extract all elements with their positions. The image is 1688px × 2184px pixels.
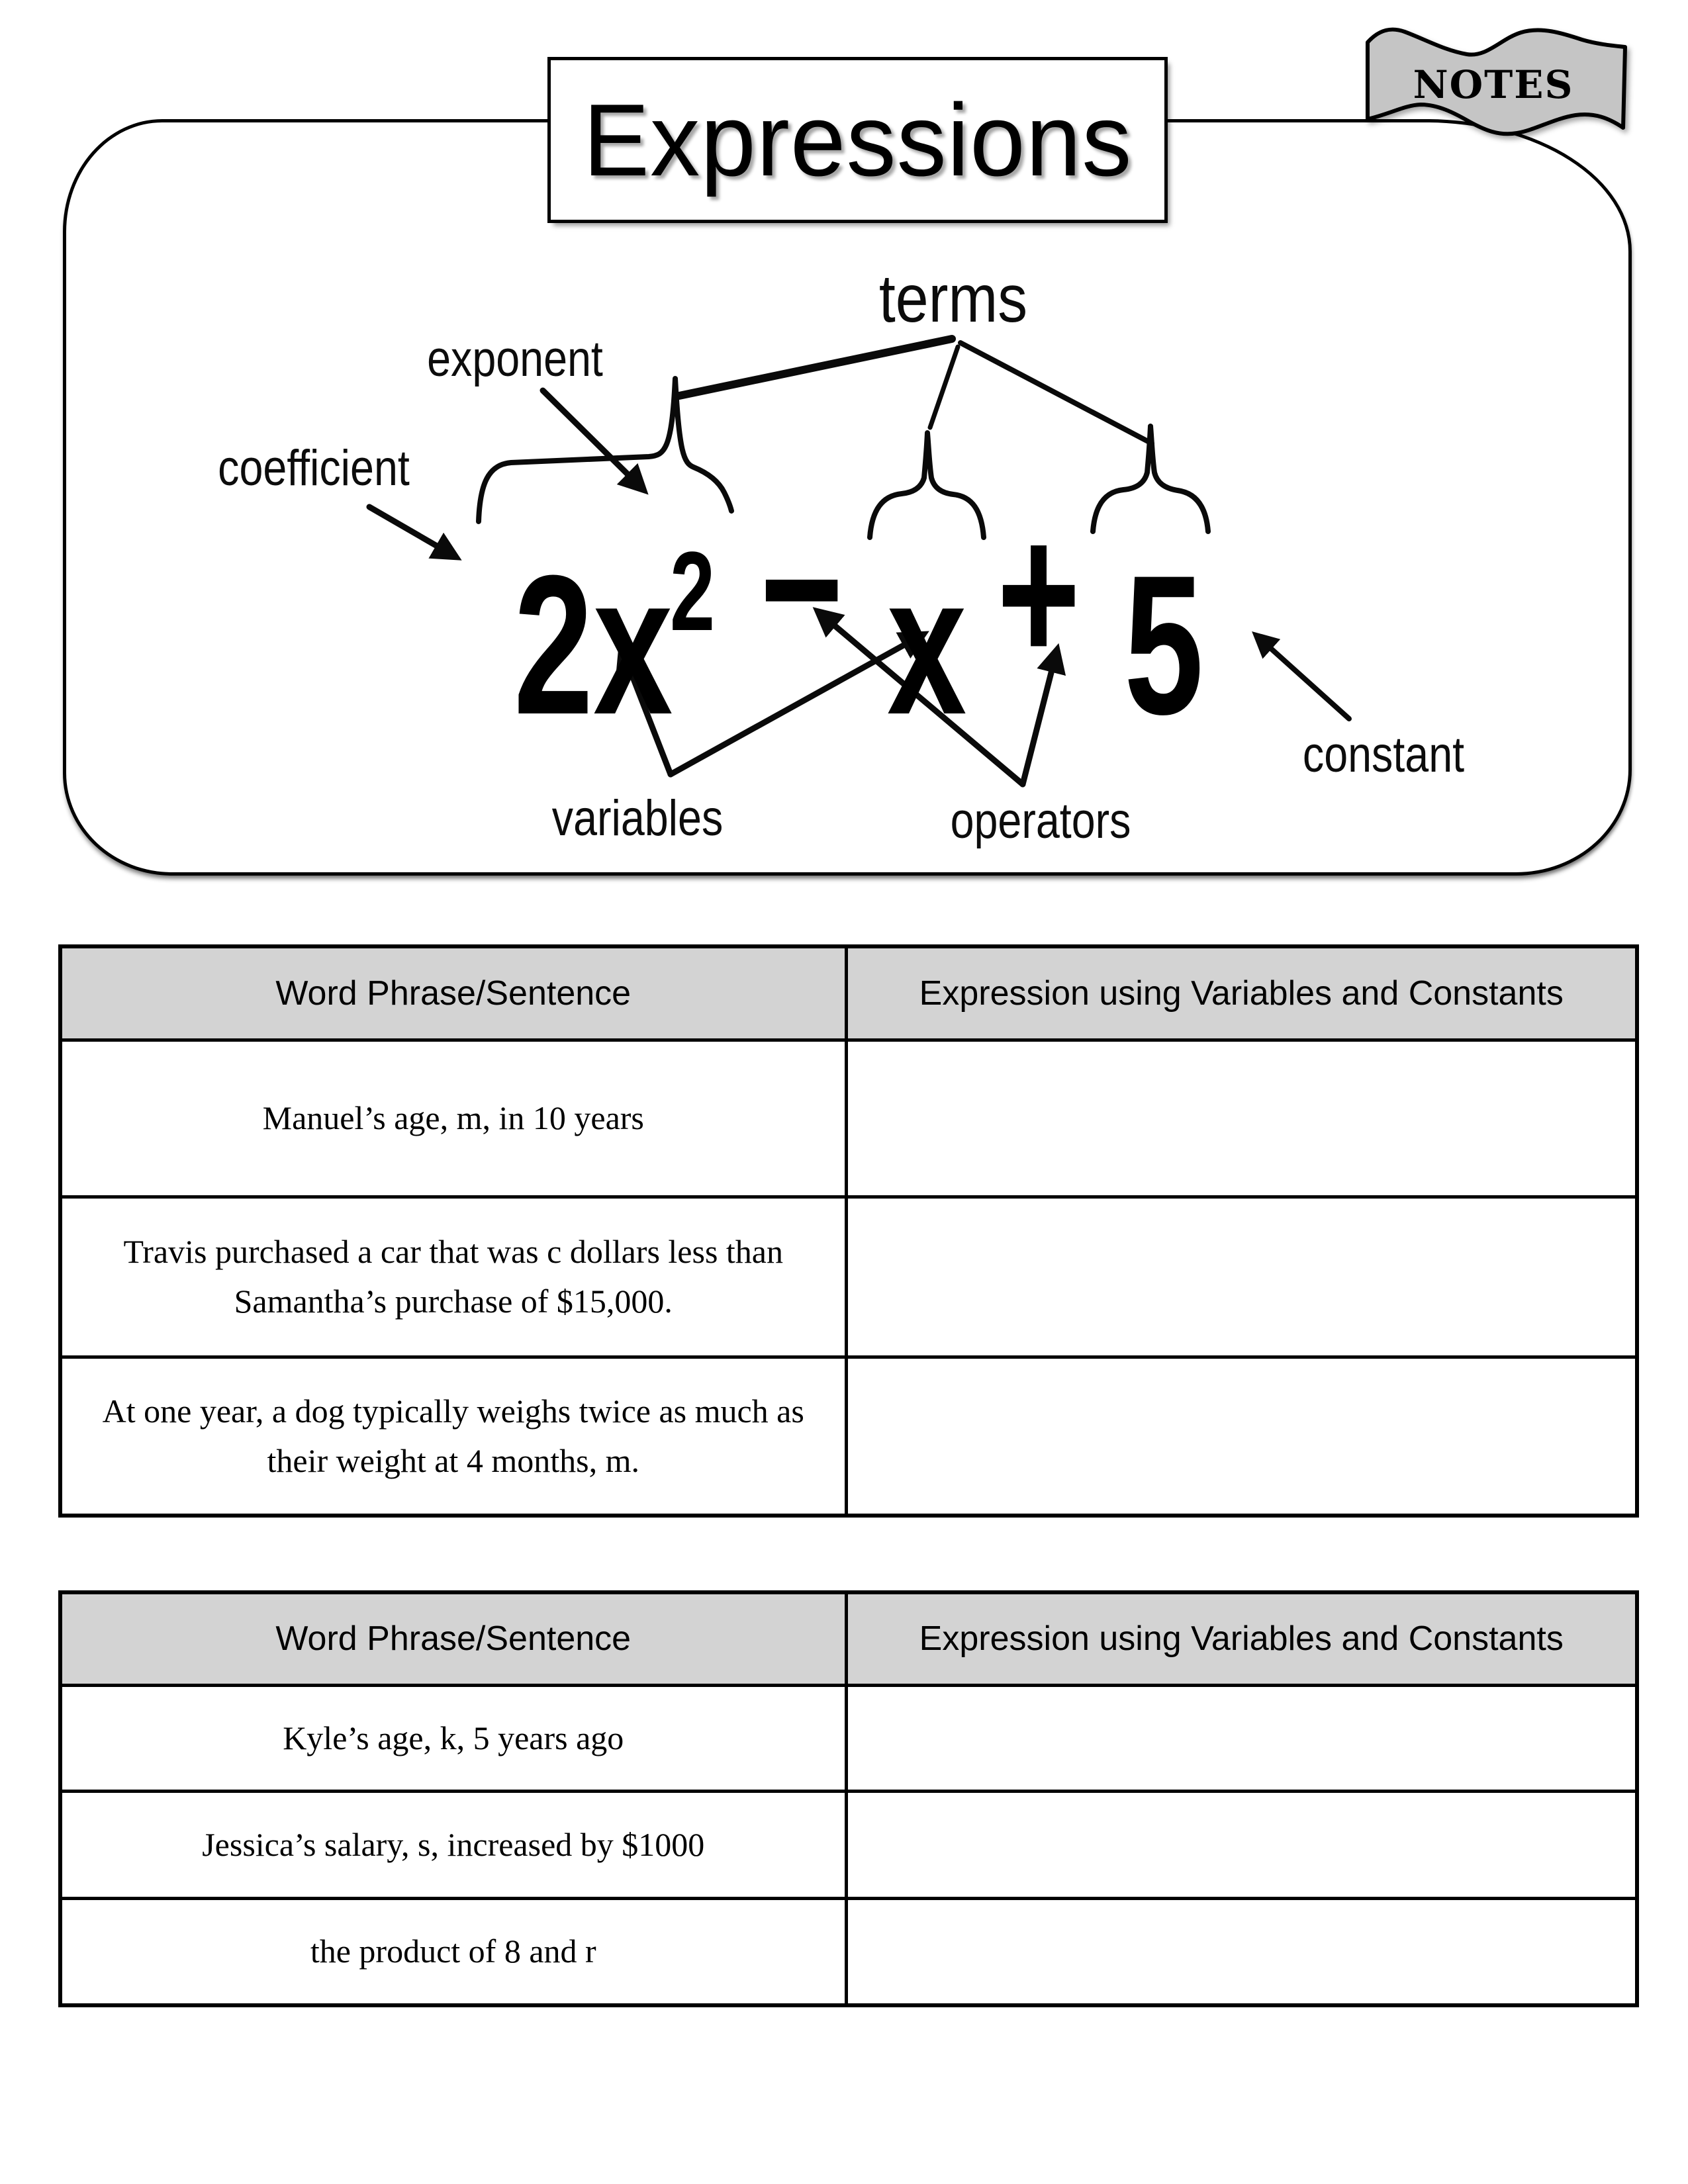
expression-coefficient-variable: 2x [514, 534, 673, 756]
col-header-expression: Expression using Variables and Constants [846, 1592, 1637, 1685]
terms-label: terms [878, 261, 1028, 337]
col-header-word-phrase: Word Phrase/Sentence [60, 946, 846, 1040]
terms-line-right [961, 343, 1152, 443]
word-phrase-cell: the product of 8 and r [60, 1898, 846, 2005]
expression-constant: 5 [1124, 534, 1204, 756]
terms-line-left [679, 339, 952, 396]
table-row [60, 1357, 1637, 1516]
table-row [60, 1197, 1637, 1357]
expression-answer-cell[interactable] [846, 1898, 1637, 2005]
expression-answer-cell[interactable] [846, 1197, 1637, 1357]
exponent-label: exponent [427, 330, 603, 387]
brace-term3 [1093, 426, 1208, 531]
expression-plus-operator: + [997, 482, 1081, 705]
word-phrase-cell: At one year, a dog typically weighs twice as much as their weight at 4 months, m. [60, 1357, 846, 1516]
expression-answer-cell[interactable] [846, 1685, 1637, 1791]
expression-exponent: 2 [670, 529, 716, 655]
col-header-expression: Expression using Variables and Constants [846, 946, 1637, 1040]
table-header-row [60, 1592, 1637, 1685]
practice-table-2 [58, 1590, 1639, 2007]
title-box [547, 57, 1168, 223]
terms-line-middle [930, 347, 958, 428]
operators-label: operators [950, 792, 1131, 849]
expression-answer-cell[interactable] [846, 1357, 1637, 1516]
col-header-word-phrase: Word Phrase/Sentence [60, 1592, 846, 1685]
notes-ribbon [1344, 7, 1688, 179]
expression-minus-operator: − [760, 477, 844, 700]
word-phrase-cell: Manuel’s age, m, in 10 years [60, 1040, 846, 1197]
expression-answer-cell[interactable] [846, 1791, 1637, 1898]
notes-ribbon-label: NOTES [1413, 62, 1574, 107]
exponent-arrow [543, 390, 642, 488]
brace-term2 [870, 433, 984, 537]
coefficient-label: coefficient [218, 439, 410, 496]
table-header-row [60, 946, 1637, 1040]
word-phrase-cell: Kyle’s age, k, 5 years ago [60, 1685, 846, 1791]
table-row [60, 1685, 1637, 1791]
word-phrase-cell: Jessica’s salary, s, increased by $1000 [60, 1791, 846, 1898]
table-row [60, 1898, 1637, 2005]
variables-label: variables [551, 790, 724, 846]
page-title: Expressions [583, 83, 1133, 197]
coefficient-arrow [369, 507, 454, 556]
expression-variable2: x [887, 534, 967, 756]
constant-arrow [1258, 637, 1349, 719]
table-row [60, 1040, 1637, 1197]
expression-answer-cell[interactable] [846, 1040, 1637, 1197]
table-row [60, 1791, 1637, 1898]
practice-table-1 [58, 944, 1639, 1518]
word-phrase-cell: Travis purchased a car that was c dollars less than Samantha’s purchase of $15,000. [60, 1197, 846, 1357]
constant-label: constant [1302, 726, 1465, 783]
